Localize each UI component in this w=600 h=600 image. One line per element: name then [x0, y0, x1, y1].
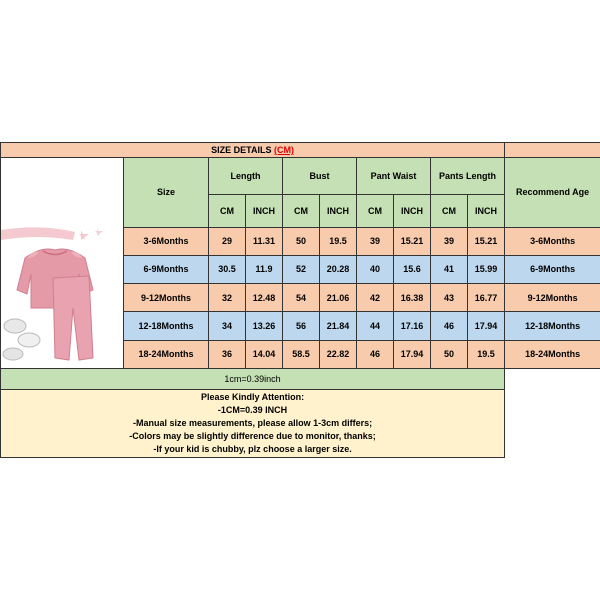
value-cell: 17.94: [394, 340, 431, 368]
value-cell: 15.6: [394, 255, 431, 283]
value-cell: 13.26: [246, 312, 283, 340]
conversion-note: 1cm=0.39inch: [1, 369, 505, 390]
size-chart: [0, 142, 600, 458]
product-photo: [1, 158, 123, 368]
value-cell: 22.82: [320, 340, 357, 368]
attention-line: -Manual size measurements, please allow 1-3cm differs;: [133, 418, 373, 428]
value-cell: 14.04: [246, 340, 283, 368]
value-cell: 29: [209, 227, 246, 255]
value-cell: 17.94: [468, 312, 505, 340]
size-cell: 6-9Months: [124, 255, 209, 283]
value-cell: 36: [209, 340, 246, 368]
value-cell: 20.28: [320, 255, 357, 283]
size-cell: 9-12Months: [124, 284, 209, 312]
value-cell: 56: [283, 312, 320, 340]
value-cell: 15.99: [468, 255, 505, 283]
size-cell: 18-24Months: [124, 340, 209, 368]
value-cell: 46: [431, 312, 468, 340]
title-text: SIZE DETAILS: [211, 145, 274, 155]
value-cell: 12.48: [246, 284, 283, 312]
attention-notes: [1, 390, 505, 458]
value-cell: 11.31: [246, 227, 283, 255]
value-cell: 11.9: [246, 255, 283, 283]
attention-row: [1, 390, 600, 458]
age-cell: 12-18Months: [505, 312, 600, 340]
value-cell: 43: [431, 284, 468, 312]
value-cell: 42: [357, 284, 394, 312]
value-cell: 19.5: [468, 340, 505, 368]
size-cell: 12-18Months: [124, 312, 209, 340]
unit-inch: INCH: [246, 194, 283, 227]
header-recommend-age: Recommend Age: [505, 158, 600, 228]
header-bust: Bust: [283, 158, 357, 195]
value-cell: 19.5: [320, 227, 357, 255]
unit-cm: CM: [283, 194, 320, 227]
value-cell: 50: [283, 227, 320, 255]
title-unit: (CM): [273, 145, 294, 155]
value-cell: 21.06: [320, 284, 357, 312]
header-size: Size: [124, 158, 209, 228]
value-cell: 39: [431, 227, 468, 255]
attention-line: -Colors may be slightly difference due to monitor, thanks;: [129, 431, 376, 441]
value-cell: 39: [357, 227, 394, 255]
value-cell: 58.5: [283, 340, 320, 368]
unit-cm: CM: [431, 194, 468, 227]
value-cell: 15.21: [468, 227, 505, 255]
value-cell: 34: [209, 312, 246, 340]
baby-outfit-illustration: [1, 158, 123, 368]
value-cell: 54: [283, 284, 320, 312]
value-cell: 32: [209, 284, 246, 312]
attention-line: -If your kid is chubby, plz choose a larger size.: [153, 444, 352, 454]
title-corner: [505, 143, 600, 158]
value-cell: 16.77: [468, 284, 505, 312]
age-cell: 6-9Months: [505, 255, 600, 283]
age-cell: 9-12Months: [505, 284, 600, 312]
value-cell: 40: [357, 255, 394, 283]
value-cell: 16.38: [394, 284, 431, 312]
value-cell: 44: [357, 312, 394, 340]
title-row: [1, 143, 600, 158]
value-cell: 21.84: [320, 312, 357, 340]
age-cell: 18-24Months: [505, 340, 600, 368]
size-details-title: [1, 143, 505, 158]
product-photo-cell: [1, 158, 124, 369]
age-cell: 3-6Months: [505, 227, 600, 255]
unit-inch: INCH: [320, 194, 357, 227]
header-length: Length: [209, 158, 283, 195]
unit-cm: CM: [357, 194, 394, 227]
value-cell: 50: [431, 340, 468, 368]
value-cell: 15.21: [394, 227, 431, 255]
size-cell: 3-6Months: [124, 227, 209, 255]
unit-inch: INCH: [468, 194, 505, 227]
attention-heading: Please Kindly Attention:: [200, 392, 305, 402]
value-cell: 52: [283, 255, 320, 283]
unit-inch: INCH: [394, 194, 431, 227]
header-pant-waist: Pant Waist: [357, 158, 431, 195]
value-cell: 17.16: [394, 312, 431, 340]
value-cell: 30.5: [209, 255, 246, 283]
header-pants-length: Pants Length: [431, 158, 505, 195]
conversion-row: [1, 369, 600, 390]
attention-line: -1CM=0.39 INCH: [217, 405, 288, 415]
value-cell: 41: [431, 255, 468, 283]
unit-cm: CM: [209, 194, 246, 227]
size-table: [0, 142, 600, 458]
header-row-groups: [1, 158, 600, 195]
value-cell: 46: [357, 340, 394, 368]
